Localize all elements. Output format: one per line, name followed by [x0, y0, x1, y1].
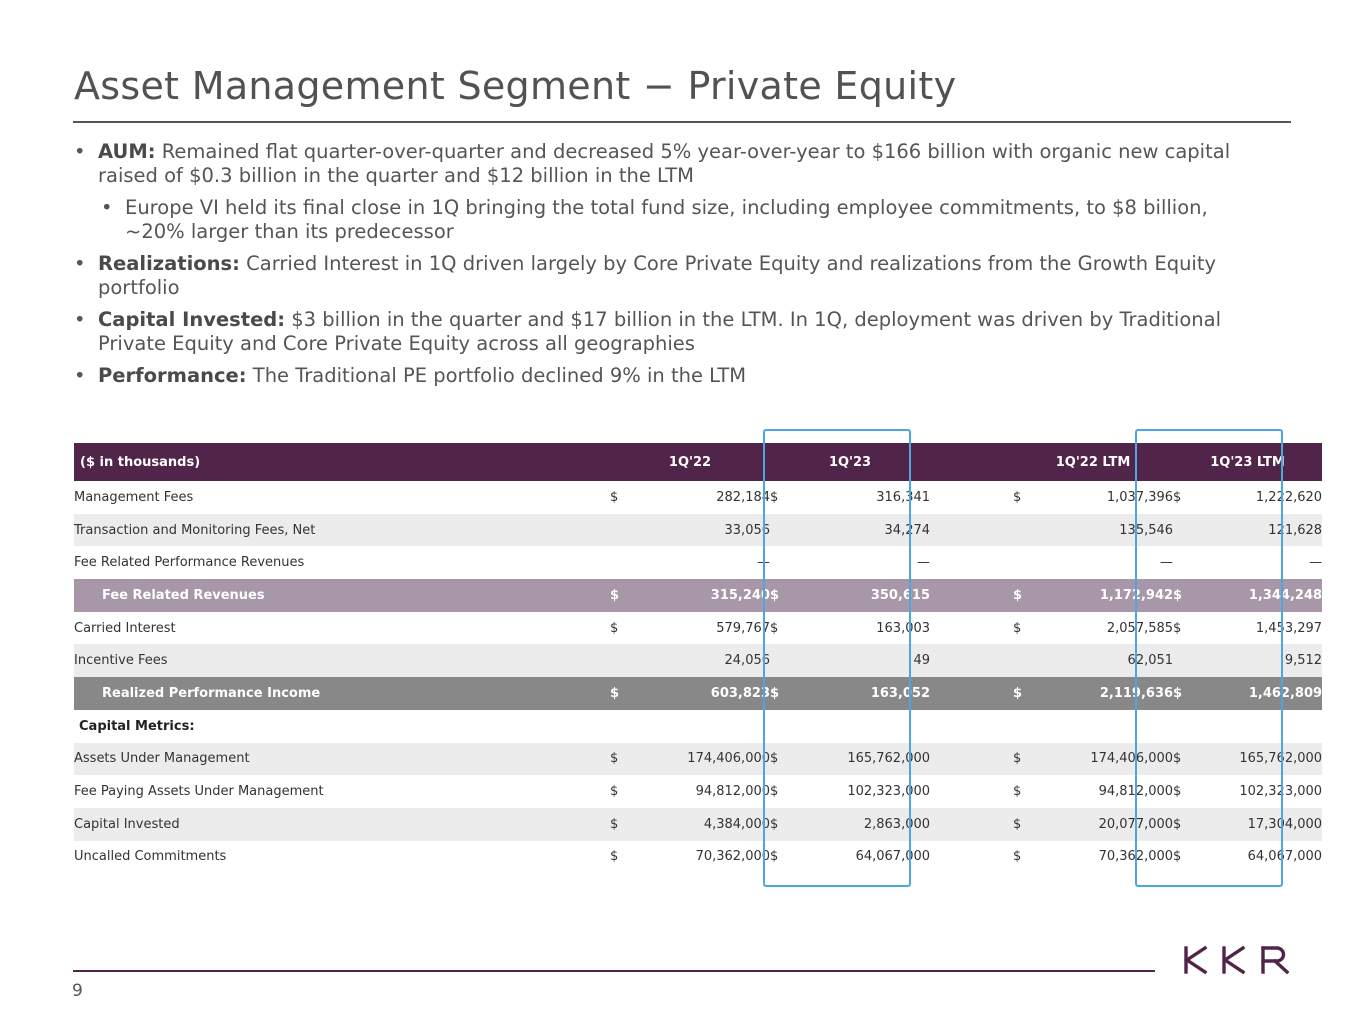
bullet-performance — [74, 364, 1274, 388]
row-label: Management Fees — [74, 489, 194, 505]
cell-value: 49 — [800, 644, 930, 677]
currency-symbol — [770, 644, 800, 677]
cell-value: 282,184 — [716, 489, 771, 505]
cell-value: 62,051 — [1043, 644, 1173, 677]
cell-value: 64,067,000 — [1247, 849, 1323, 865]
currency-symbol: $ — [1173, 620, 1182, 636]
table-row — [74, 743, 1322, 776]
gap-cell — [930, 775, 1013, 808]
currency-symbol — [1013, 546, 1043, 579]
header-1q23: 1Q'23 — [770, 443, 930, 481]
currency-symbol: $ — [1173, 489, 1182, 505]
cell-value: 2,863,000 — [800, 808, 930, 841]
cell-value: — — [757, 555, 771, 571]
bullet-performance-label: Performance: — [98, 364, 247, 387]
bullet-aum-label: AUM: — [98, 140, 156, 163]
cell-value: 70,362,000 — [695, 849, 771, 865]
bullet-aum-sub — [101, 196, 1245, 244]
cell-value: 24,056 — [640, 644, 770, 677]
cell-value: 2,119,636 — [1043, 677, 1173, 710]
gap-cell — [930, 677, 1013, 710]
bullet-realizations — [74, 252, 1274, 300]
cell-value — [1203, 710, 1322, 743]
table-row — [74, 841, 1322, 874]
currency-symbol: $ — [610, 849, 619, 865]
row-label: Uncalled Commitments — [74, 849, 227, 865]
row-label: Fee Related Performance Revenues — [74, 555, 305, 571]
cell-value: 603,823 — [640, 677, 770, 710]
cell-value: 579,767 — [716, 620, 771, 636]
currency-symbol: $ — [1013, 849, 1022, 865]
currency-symbol: $ — [770, 743, 800, 776]
currency-symbol — [610, 644, 640, 677]
cell-value: 2,057,585 — [1106, 620, 1174, 636]
header-1q23-ltm: 1Q'23 LTM — [1173, 443, 1322, 481]
bullet-realizations-label: Realizations: — [98, 252, 240, 275]
currency-symbol: $ — [1013, 579, 1043, 612]
currency-symbol: $ — [770, 489, 779, 505]
row-label: Transaction and Monitoring Fees, Net — [74, 514, 610, 547]
currency-symbol — [1173, 546, 1203, 579]
row-label: Carried Interest — [74, 620, 176, 636]
cell-value: — — [1160, 555, 1174, 571]
gap-cell — [930, 644, 1013, 677]
bullet-aum — [74, 140, 1274, 188]
cell-value: 174,406,000 — [1043, 743, 1173, 776]
currency-symbol: $ — [1013, 620, 1022, 636]
table-row — [74, 481, 1322, 514]
cell-value: 163,003 — [876, 620, 931, 636]
page-number: 9 — [72, 981, 83, 1001]
bullet-realizations-text: Carried Interest in 1Q driven largely by Core Private Equity and realizations from the Growth Equity portfolio — [98, 252, 1217, 299]
row-label: Realized Performance Income — [74, 677, 610, 710]
cell-value: 1,453,297 — [1255, 620, 1323, 636]
header-spacer — [930, 443, 1013, 481]
currency-symbol: $ — [770, 808, 800, 841]
currency-symbol: $ — [610, 489, 619, 505]
bullet-capital-invested — [74, 308, 1274, 356]
currency-symbol — [770, 514, 800, 547]
currency-symbol: $ — [1173, 677, 1203, 710]
cell-value: 94,812,000 — [1098, 784, 1174, 800]
table-row — [74, 546, 1322, 579]
currency-symbol: $ — [1173, 784, 1182, 800]
currency-symbol: $ — [770, 677, 800, 710]
cell-value: 165,762,000 — [800, 743, 930, 776]
cell-value: 315,240 — [640, 579, 770, 612]
cell-value: 102,323,000 — [1239, 784, 1323, 800]
currency-symbol — [610, 710, 640, 743]
cell-value: 9,512 — [1203, 644, 1322, 677]
gap-cell — [930, 841, 1013, 874]
currency-symbol: $ — [1173, 579, 1203, 612]
cell-value: — — [1309, 555, 1323, 571]
gap-cell — [930, 612, 1013, 645]
currency-symbol: $ — [610, 677, 640, 710]
cell-value: 1,172,942 — [1043, 579, 1173, 612]
financial-table — [74, 443, 1322, 873]
bullet-capital-label: Capital Invested: — [98, 308, 286, 331]
currency-symbol: $ — [1013, 784, 1022, 800]
currency-symbol: $ — [610, 784, 619, 800]
table-row — [74, 612, 1322, 645]
currency-symbol: $ — [1013, 808, 1043, 841]
cell-value: — — [917, 555, 931, 571]
cell-value: 1,037,396 — [1106, 489, 1174, 505]
cell-value: 1,222,620 — [1255, 489, 1323, 505]
bullet-capital-text: $3 billion in the quarter and $17 billion in the LTM. In 1Q, deployment was driven by Traditional Private Equity and Core Private Equity across all geographies — [98, 308, 1221, 355]
currency-symbol: $ — [770, 579, 800, 612]
table-row — [74, 808, 1322, 841]
currency-symbol — [770, 710, 800, 743]
cell-value: 163,052 — [800, 677, 930, 710]
cell-value — [1043, 710, 1173, 743]
currency-symbol: $ — [610, 808, 640, 841]
kkr-logo — [1180, 940, 1292, 976]
currency-symbol: $ — [770, 784, 779, 800]
gap-cell — [930, 579, 1013, 612]
currency-symbol: $ — [1013, 489, 1022, 505]
cell-value: 64,067,000 — [855, 849, 931, 865]
cell-value: 33,056 — [640, 514, 770, 547]
cell-value: 1,344,248 — [1203, 579, 1322, 612]
currency-symbol: $ — [610, 743, 640, 776]
bullet-list — [74, 140, 1274, 396]
cell-value: 17,304,000 — [1203, 808, 1322, 841]
cell-value: 174,406,000 — [640, 743, 770, 776]
table-row — [74, 514, 1322, 547]
cell-value — [800, 710, 930, 743]
gap-cell — [930, 808, 1013, 841]
gap-cell — [930, 710, 1013, 743]
header-units: ($ in thousands) — [74, 443, 610, 481]
row-label: Fee Paying Assets Under Management — [74, 784, 324, 800]
cell-value: 20,077,000 — [1043, 808, 1173, 841]
currency-symbol — [770, 546, 800, 579]
title-divider — [73, 121, 1291, 123]
currency-symbol — [610, 546, 640, 579]
row-label: Assets Under Management — [74, 743, 610, 776]
row-label: Capital Invested — [74, 808, 610, 841]
currency-symbol: $ — [1173, 808, 1203, 841]
currency-symbol — [1173, 710, 1203, 743]
cell-value: 70,362,000 — [1098, 849, 1174, 865]
section-header-row-capital-metrics — [74, 710, 1322, 743]
currency-symbol — [610, 514, 640, 547]
footer-divider — [73, 970, 1155, 972]
currency-symbol — [1013, 514, 1043, 547]
cell-value: 135,546 — [1043, 514, 1173, 547]
row-label: Fee Related Revenues — [74, 579, 610, 612]
cell-value: 34,274 — [800, 514, 930, 547]
cell-value: 102,323,000 — [847, 784, 931, 800]
currency-symbol: $ — [1013, 743, 1043, 776]
page-title: Asset Management Segment − Private Equity — [74, 64, 957, 108]
cell-value: 4,384,000 — [640, 808, 770, 841]
table-row — [74, 775, 1322, 808]
gap-cell — [930, 546, 1013, 579]
currency-symbol: $ — [610, 579, 640, 612]
cell-value — [640, 710, 770, 743]
table-row — [74, 644, 1322, 677]
subtotal-row-realized-performance-income — [74, 677, 1322, 710]
currency-symbol: $ — [1013, 677, 1043, 710]
section-label: Capital Metrics: — [79, 718, 195, 734]
currency-symbol — [1013, 710, 1043, 743]
row-label: Incentive Fees — [74, 644, 610, 677]
header-1q22-ltm: 1Q'22 LTM — [1013, 443, 1173, 481]
currency-symbol — [1173, 644, 1203, 677]
gap-cell — [930, 743, 1013, 776]
cell-value: 350,615 — [800, 579, 930, 612]
currency-symbol: $ — [1173, 849, 1182, 865]
header-1q22: 1Q'22 — [610, 443, 770, 481]
currency-symbol: $ — [770, 620, 779, 636]
cell-value: 94,812,000 — [695, 784, 771, 800]
currency-symbol — [1013, 644, 1043, 677]
bullet-aum-text: Remained flat quarter-over-quarter and decreased 5% year-over-year to $166 billion with organic new capital raised of $0.3 billion in the quarter and $12 billion in the LTM — [98, 140, 1231, 187]
currency-symbol: $ — [770, 849, 779, 865]
currency-symbol: $ — [1173, 743, 1203, 776]
subtotal-row-fee-related-revenues — [74, 579, 1322, 612]
bullet-aum-sub-text: Europe VI held its final close in 1Q bringing the total fund size, including employee commitments, to $8 billion, ~20% larger than its predecessor — [125, 196, 1208, 243]
currency-symbol: $ — [610, 620, 619, 636]
gap-cell — [930, 514, 1013, 547]
gap-cell — [930, 481, 1013, 514]
bullet-performance-text: The Traditional PE portfolio declined 9% in the LTM — [252, 364, 747, 387]
table-header-row — [74, 443, 1322, 481]
cell-value: 1,462,809 — [1203, 677, 1322, 710]
currency-symbol — [1173, 514, 1203, 547]
cell-value: 165,762,000 — [1203, 743, 1322, 776]
cell-value: 121,628 — [1203, 514, 1322, 547]
cell-value: 316,341 — [876, 489, 931, 505]
